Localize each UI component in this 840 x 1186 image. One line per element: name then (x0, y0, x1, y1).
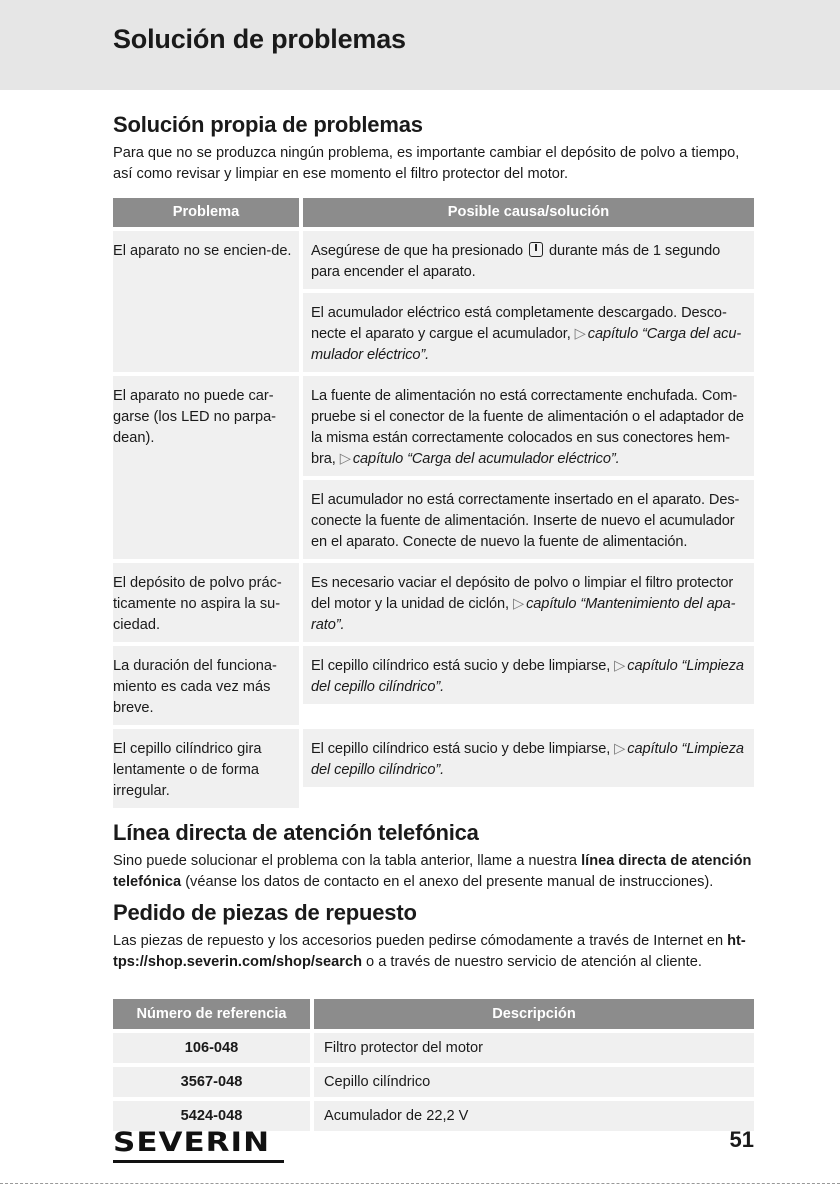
cause-text: El cepillo cilíndrico está sucio y debe limpiarse, (311, 658, 611, 674)
page-title: Solución de problemas (113, 24, 406, 54)
hotline-text: Sino puede solucionar el problema con la tabla anterior, llame a nuestra (113, 853, 578, 869)
cause-item (303, 480, 754, 559)
cause-item (303, 293, 754, 372)
table-row (113, 231, 754, 372)
power-button-icon (529, 242, 543, 257)
reference-arrow-icon: ▷ (614, 741, 626, 757)
problem-text: El aparato no puede car-garse (los LED no parpa-dean). (113, 388, 277, 446)
spare-parts-text: Las piezas de repuesto y los accesorios pueden pedirse cómodamente a través de Internet en (113, 933, 724, 949)
chapter-reference: capítulo “Limpieza del cepillo cilíndrico”. (311, 741, 744, 778)
page-edge-divider (0, 1183, 840, 1184)
column-header-desc: Descripción (314, 999, 754, 1029)
page-header (0, 0, 840, 90)
problem-text: El aparato no se encien-de. (113, 243, 292, 259)
column-header-cause: Posible causa/solución (303, 198, 754, 227)
problem-cell (113, 376, 299, 559)
troubleshooting-table (113, 198, 754, 808)
reference-arrow-icon: ▷ (574, 326, 586, 342)
column-header-problem: Problema (113, 198, 299, 227)
part-ref: 5424-048 (113, 1101, 310, 1131)
cause-item (303, 376, 754, 476)
spare-parts-text-after: o a través de nuestro servicio de atención al cliente. (366, 954, 702, 970)
problem-text: El depósito de polvo prác-ticamente no aspira la su-ciedad. (113, 575, 282, 633)
parts-table (113, 999, 754, 1131)
cause-item (303, 729, 754, 787)
cause-item (303, 646, 754, 704)
parts-table-header (113, 999, 754, 1029)
part-desc: Cepillo cilíndrico (314, 1067, 754, 1097)
part-ref: 106-048 (113, 1033, 310, 1063)
problem-text: La duración del funciona-miento es cada vez más breve. (113, 658, 277, 716)
content (113, 112, 754, 1135)
cause-item (303, 563, 754, 642)
spare-parts-section (113, 900, 754, 1131)
severin-logo: SEVERIN (113, 1127, 271, 1158)
causes-cell (303, 376, 754, 559)
column-header-ref: Número de referencia (113, 999, 310, 1029)
shop-url: ht-tps://shop.severin.com/shop/search (113, 933, 746, 970)
chapter-reference: capítulo “Carga del acu-mulador eléctrico”. (311, 326, 742, 363)
table-row (113, 1067, 754, 1097)
problem-cell (113, 563, 299, 642)
causes-cell (303, 563, 754, 642)
page-number: 51 (729, 1127, 754, 1152)
cause-text: El cepillo cilíndrico está sucio y debe limpiarse, (311, 741, 611, 757)
cause-text: El acumulador eléctrico está completamente descargado. Desco-necte el aparato y cargue el acumulador, (311, 305, 727, 342)
reference-arrow-icon: ▷ (512, 596, 525, 612)
problem-cell (113, 646, 299, 725)
cause-text: durante más de 1 segundo para encender el aparato. (311, 243, 721, 280)
causes-cell (303, 646, 754, 725)
table-row (113, 376, 754, 559)
cause-text: Asegúrese de que ha presionado (311, 243, 524, 259)
cause-item (303, 231, 754, 289)
table-row (113, 729, 754, 808)
problem-cell (113, 231, 299, 372)
problem-cell (113, 729, 299, 808)
problem-text: El cepillo cilíndrico gira lentamente o de forma irregular. (113, 741, 262, 799)
troubleshooting-table-header (113, 198, 754, 227)
part-desc: Filtro protector del motor (314, 1033, 754, 1063)
page-footer (113, 1125, 754, 1165)
table-row (113, 646, 754, 725)
hotline-heading: Línea directa de atención telefónica (113, 820, 479, 845)
hotline-section (113, 820, 754, 893)
cause-text: Es necesario vaciar el depósito de polvo o limpiar el filtro protector del motor y la unidad de ciclón, (311, 575, 734, 612)
self-help-section (113, 112, 754, 808)
logo-underline (113, 1160, 284, 1163)
hotline-bold: línea directa de atención telefónica (113, 853, 752, 890)
part-ref: 3567-048 (113, 1067, 310, 1097)
table-row (113, 563, 754, 642)
table-row (113, 1033, 754, 1063)
causes-cell (303, 231, 754, 372)
cause-text: El acumulador no está correctamente insertado en el aparato. Des-conecte la fuente de alimentación. Inserte de nuevo el acumulador en el aparato. Conecte de nuevo la fuente de alimentación. (311, 492, 740, 550)
part-desc: Acumulador de 22,2 V (314, 1101, 754, 1131)
chapter-reference: capítulo “Mantenimiento del apa-rato”. (311, 596, 736, 633)
hotline-text-after: (véanse los datos de contacto en el anexo del presente manual de instrucciones). (185, 874, 714, 890)
causes-cell (303, 729, 754, 808)
reference-arrow-icon: ▷ (339, 451, 351, 467)
spare-parts-heading: Pedido de piezas de repuesto (113, 900, 417, 925)
self-help-intro: Para que no se produzca ningún problema, es importante cambiar el depósito de polvo a tiempo, así como revisar y limpiar en ese momento el filtro protector del motor. (113, 145, 740, 182)
chapter-reference: capítulo “Limpieza del cepillo cilíndrico”. (311, 658, 744, 695)
chapter-reference: capítulo “Carga del acumulador eléctrico”. (352, 451, 620, 467)
cause-text: La fuente de alimentación no está correctamente enchufada. Com-pruebe si el conector de la fuente de alimentación o el adaptador de la misma están correctamente colocados en sus conectores hem-bra, (311, 388, 744, 467)
reference-arrow-icon: ▷ (614, 658, 626, 674)
self-help-heading: Solución propia de problemas (113, 112, 423, 137)
